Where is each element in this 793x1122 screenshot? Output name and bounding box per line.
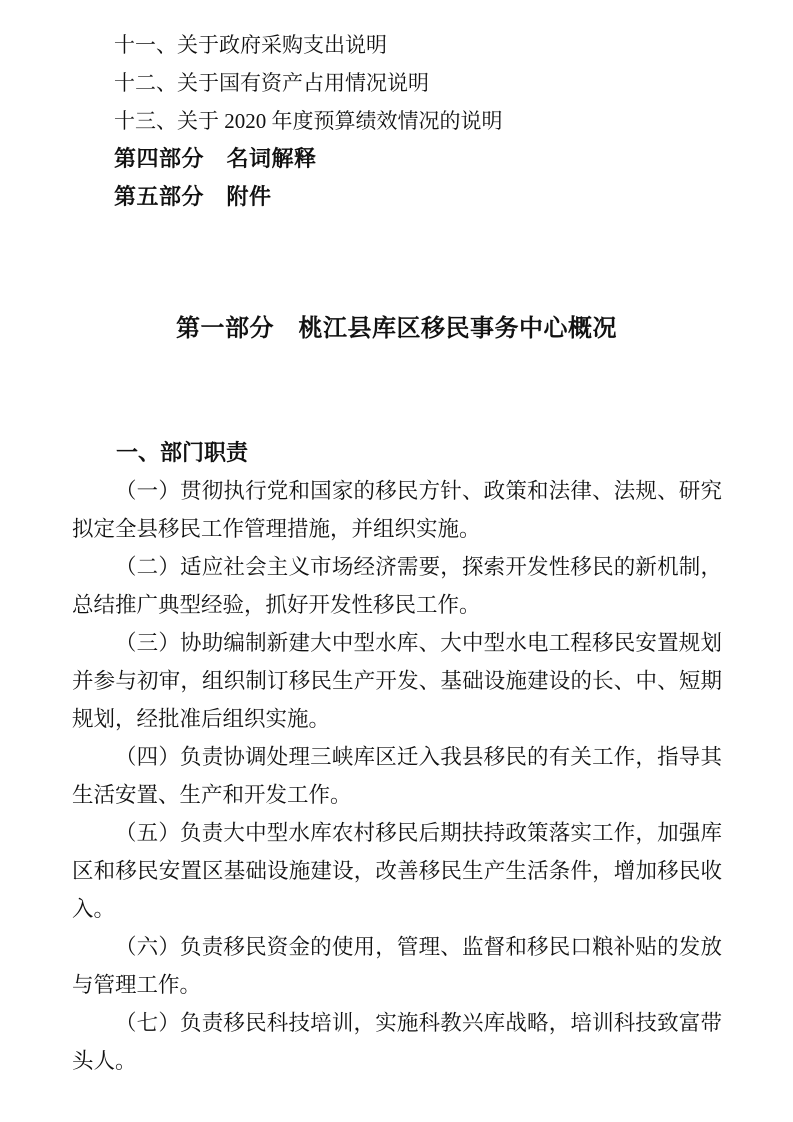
duty-paragraph-2: （二）适应社会主义市场经济需要，探索开发性移民的新机制，总结推广典型经验，抓好开发性移民工作。 (72, 555, 722, 617)
toc-item-13: 十三、关于 2020 年度预算绩效情况的说明 (114, 109, 503, 133)
toc-item-11: 十一、关于政府采购支出说明 (114, 33, 387, 57)
duty-paragraph-5: （五）负责大中型水库农村移民后期扶持政策落实工作，加强库区和移民安置区基础设施建设，改善移民生产生活条件，增加移民收入。 (72, 821, 722, 921)
part-one-body (72, 434, 722, 1080)
table-of-contents (114, 0, 733, 216)
duty-paragraph-3: （三）协助编制新建大中型水库、大中型水电工程移民安置规划并参与初审，组织制订移民生产开发、基础设施建设的长、中、短期规划，经批准后组织实施。 (72, 631, 722, 731)
toc-item-12: 十二、关于国有资产占用情况说明 (114, 71, 429, 95)
section-title-department-duties: 一、部门职责 (116, 440, 249, 465)
duty-paragraph-6: （六）负责移民资金的使用，管理、监督和移民口粮补贴的发放与管理工作。 (72, 935, 722, 997)
duty-paragraph-7: （七）负责移民科技培训，实施科教兴库战略，培训科技致富带头人。 (72, 1011, 722, 1073)
duty-paragraph-4: （四）负责协调处理三峡库区迁入我县移民的有关工作，指导其生活安置、生产和开发工作。 (72, 745, 722, 807)
part-one-heading: 第一部分 桃江县库区移民事务中心概况 (176, 315, 617, 342)
duty-paragraph-1: （一）贯彻执行党和国家的移民方针、政策和法律、法规、研究拟定全县移民工作管理措施，并组织实施。 (72, 479, 722, 541)
toc-part-five: 第五部分 附件 (114, 184, 272, 209)
toc-part-four: 第四部分 名词解释 (114, 146, 317, 171)
